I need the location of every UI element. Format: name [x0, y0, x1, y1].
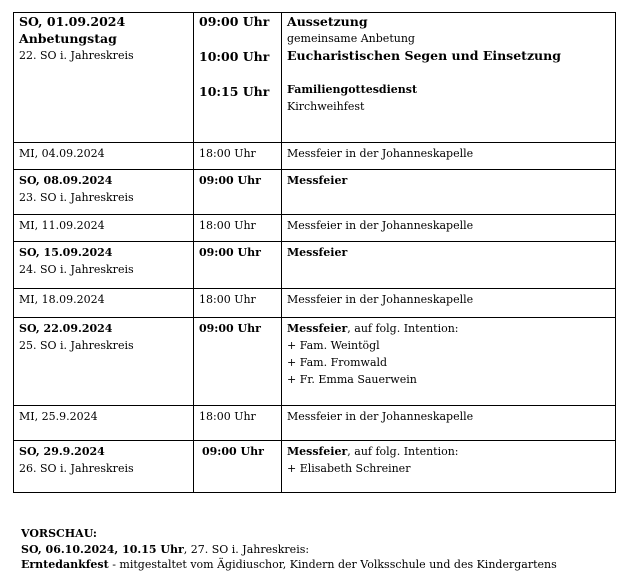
- date-cell: [14, 441, 194, 493]
- preview-date-line: [21, 542, 557, 558]
- row-sunday: 24. SO i. Jahreskreis: [19, 263, 134, 276]
- row-event: [287, 320, 610, 337]
- row-date: SO, 29.9.2024: [19, 445, 105, 458]
- row-date: MI, 04.09.2024: [19, 147, 105, 160]
- row-time: 09:00 Uhr: [199, 246, 261, 259]
- event-cell: [282, 143, 616, 170]
- date-cell: [14, 406, 194, 441]
- row-date: SO, 22.09.2024: [19, 322, 113, 335]
- preview-event-line: [21, 557, 557, 573]
- row-time: 09:00 Uhr: [199, 174, 261, 187]
- row-date: SO, 01.09.2024: [19, 14, 126, 29]
- table-row: [14, 406, 616, 441]
- row-event: gemeinsame Anbetung: [287, 32, 415, 45]
- row-event: Familiengottesdienst: [287, 83, 418, 96]
- event-cell: [282, 441, 616, 493]
- row-time: 09:00 Uhr: [199, 322, 261, 335]
- row-event: Messfeier in der Johanneskapelle: [287, 147, 474, 160]
- time-cell: [194, 242, 282, 289]
- table-row: [14, 170, 616, 215]
- date-cell: [14, 143, 194, 170]
- row-time: 18:00 Uhr: [199, 219, 256, 232]
- row-date: SO, 08.09.2024: [19, 174, 113, 187]
- row-date: MI, 18.09.2024: [19, 293, 105, 306]
- table-row: [14, 215, 616, 242]
- row-event: [287, 443, 610, 460]
- row-event: Messfeier in der Johanneskapelle: [287, 293, 474, 306]
- event-cell: [282, 13, 616, 143]
- row-sunday: 25. SO i. Jahreskreis: [19, 339, 134, 352]
- event-cell: [282, 318, 616, 406]
- table-row: [14, 13, 616, 143]
- row-date: MI, 11.09.2024: [19, 219, 105, 232]
- row-event: Aussetzung: [287, 14, 368, 29]
- time-cell: [194, 318, 282, 406]
- preview-date-time: SO, 06.10.2024, 10.15 Uhr: [21, 542, 184, 556]
- row-time: 18:00 Uhr: [199, 147, 256, 160]
- event-cell: [282, 215, 616, 242]
- row-time: 10:15 Uhr: [199, 84, 270, 99]
- event-suffix: , auf folg. Intention:: [347, 445, 459, 458]
- time-cell: [194, 13, 282, 143]
- schedule-table: [13, 12, 616, 493]
- intention-item: + Fr. Emma Sauerwein: [287, 373, 417, 386]
- row-event: Kirchweihfest: [287, 100, 365, 113]
- preview-heading: VORSCHAU:: [21, 527, 97, 540]
- row-sunday: 22. SO i. Jahreskreis: [19, 49, 134, 62]
- time-cell: [194, 215, 282, 242]
- event-suffix: , auf folg. Intention:: [347, 322, 459, 335]
- row-date: SO, 15.09.2024: [19, 246, 113, 259]
- preview-sunday: , 27. SO i. Jahreskreis:: [183, 542, 310, 556]
- event-cell: [282, 170, 616, 215]
- row-time: 09:00 Uhr: [202, 445, 264, 458]
- date-cell: [14, 215, 194, 242]
- event-name: Messfeier: [287, 322, 348, 335]
- table-row: [14, 242, 616, 289]
- row-event: Messfeier in der Johanneskapelle: [287, 410, 474, 423]
- time-cell: [194, 406, 282, 441]
- event-cell: [282, 289, 616, 318]
- row-time: 18:00 Uhr: [199, 410, 256, 423]
- date-cell: [14, 13, 194, 143]
- row-date: MI, 25.9.2024: [19, 410, 98, 423]
- event-name: Messfeier: [287, 445, 348, 458]
- time-cell: [194, 143, 282, 170]
- table-row: [14, 441, 616, 493]
- row-time: 09:00 Uhr: [199, 14, 270, 29]
- date-cell: [14, 318, 194, 406]
- table-row: [14, 143, 616, 170]
- row-event: Messfeier in der Johanneskapelle: [287, 219, 474, 232]
- row-event: Eucharistischen Segen und Einsetzung: [287, 48, 561, 63]
- row-event: Messfeier: [287, 174, 348, 187]
- row-sunday: 23. SO i. Jahreskreis: [19, 191, 134, 204]
- row-sunday: 26. SO i. Jahreskreis: [19, 462, 134, 475]
- row-title: Anbetungstag: [19, 31, 117, 46]
- date-cell: [14, 242, 194, 289]
- preview-details: - mitgestaltet vom Ägidiuschor, Kindern der Volksschule und des Kindergartens: [108, 558, 557, 571]
- row-event: Messfeier: [287, 246, 348, 259]
- table-row: [14, 318, 616, 406]
- date-cell: [14, 289, 194, 318]
- intention-item: + Elisabeth Schreiner: [287, 462, 411, 475]
- intention-item: + Fam. Weintögl: [287, 339, 380, 352]
- row-time: 10:00 Uhr: [199, 49, 270, 64]
- table-row: [14, 289, 616, 318]
- time-cell: [194, 170, 282, 215]
- event-cell: [282, 242, 616, 289]
- time-cell: [194, 289, 282, 318]
- preview-section: [21, 526, 557, 573]
- row-time: 18:00 Uhr: [199, 293, 256, 306]
- intention-item: + Fam. Fromwald: [287, 356, 388, 369]
- date-cell: [14, 170, 194, 215]
- preview-event: Erntedankfest: [21, 558, 109, 571]
- event-cell: [282, 406, 616, 441]
- time-cell: [194, 441, 282, 493]
